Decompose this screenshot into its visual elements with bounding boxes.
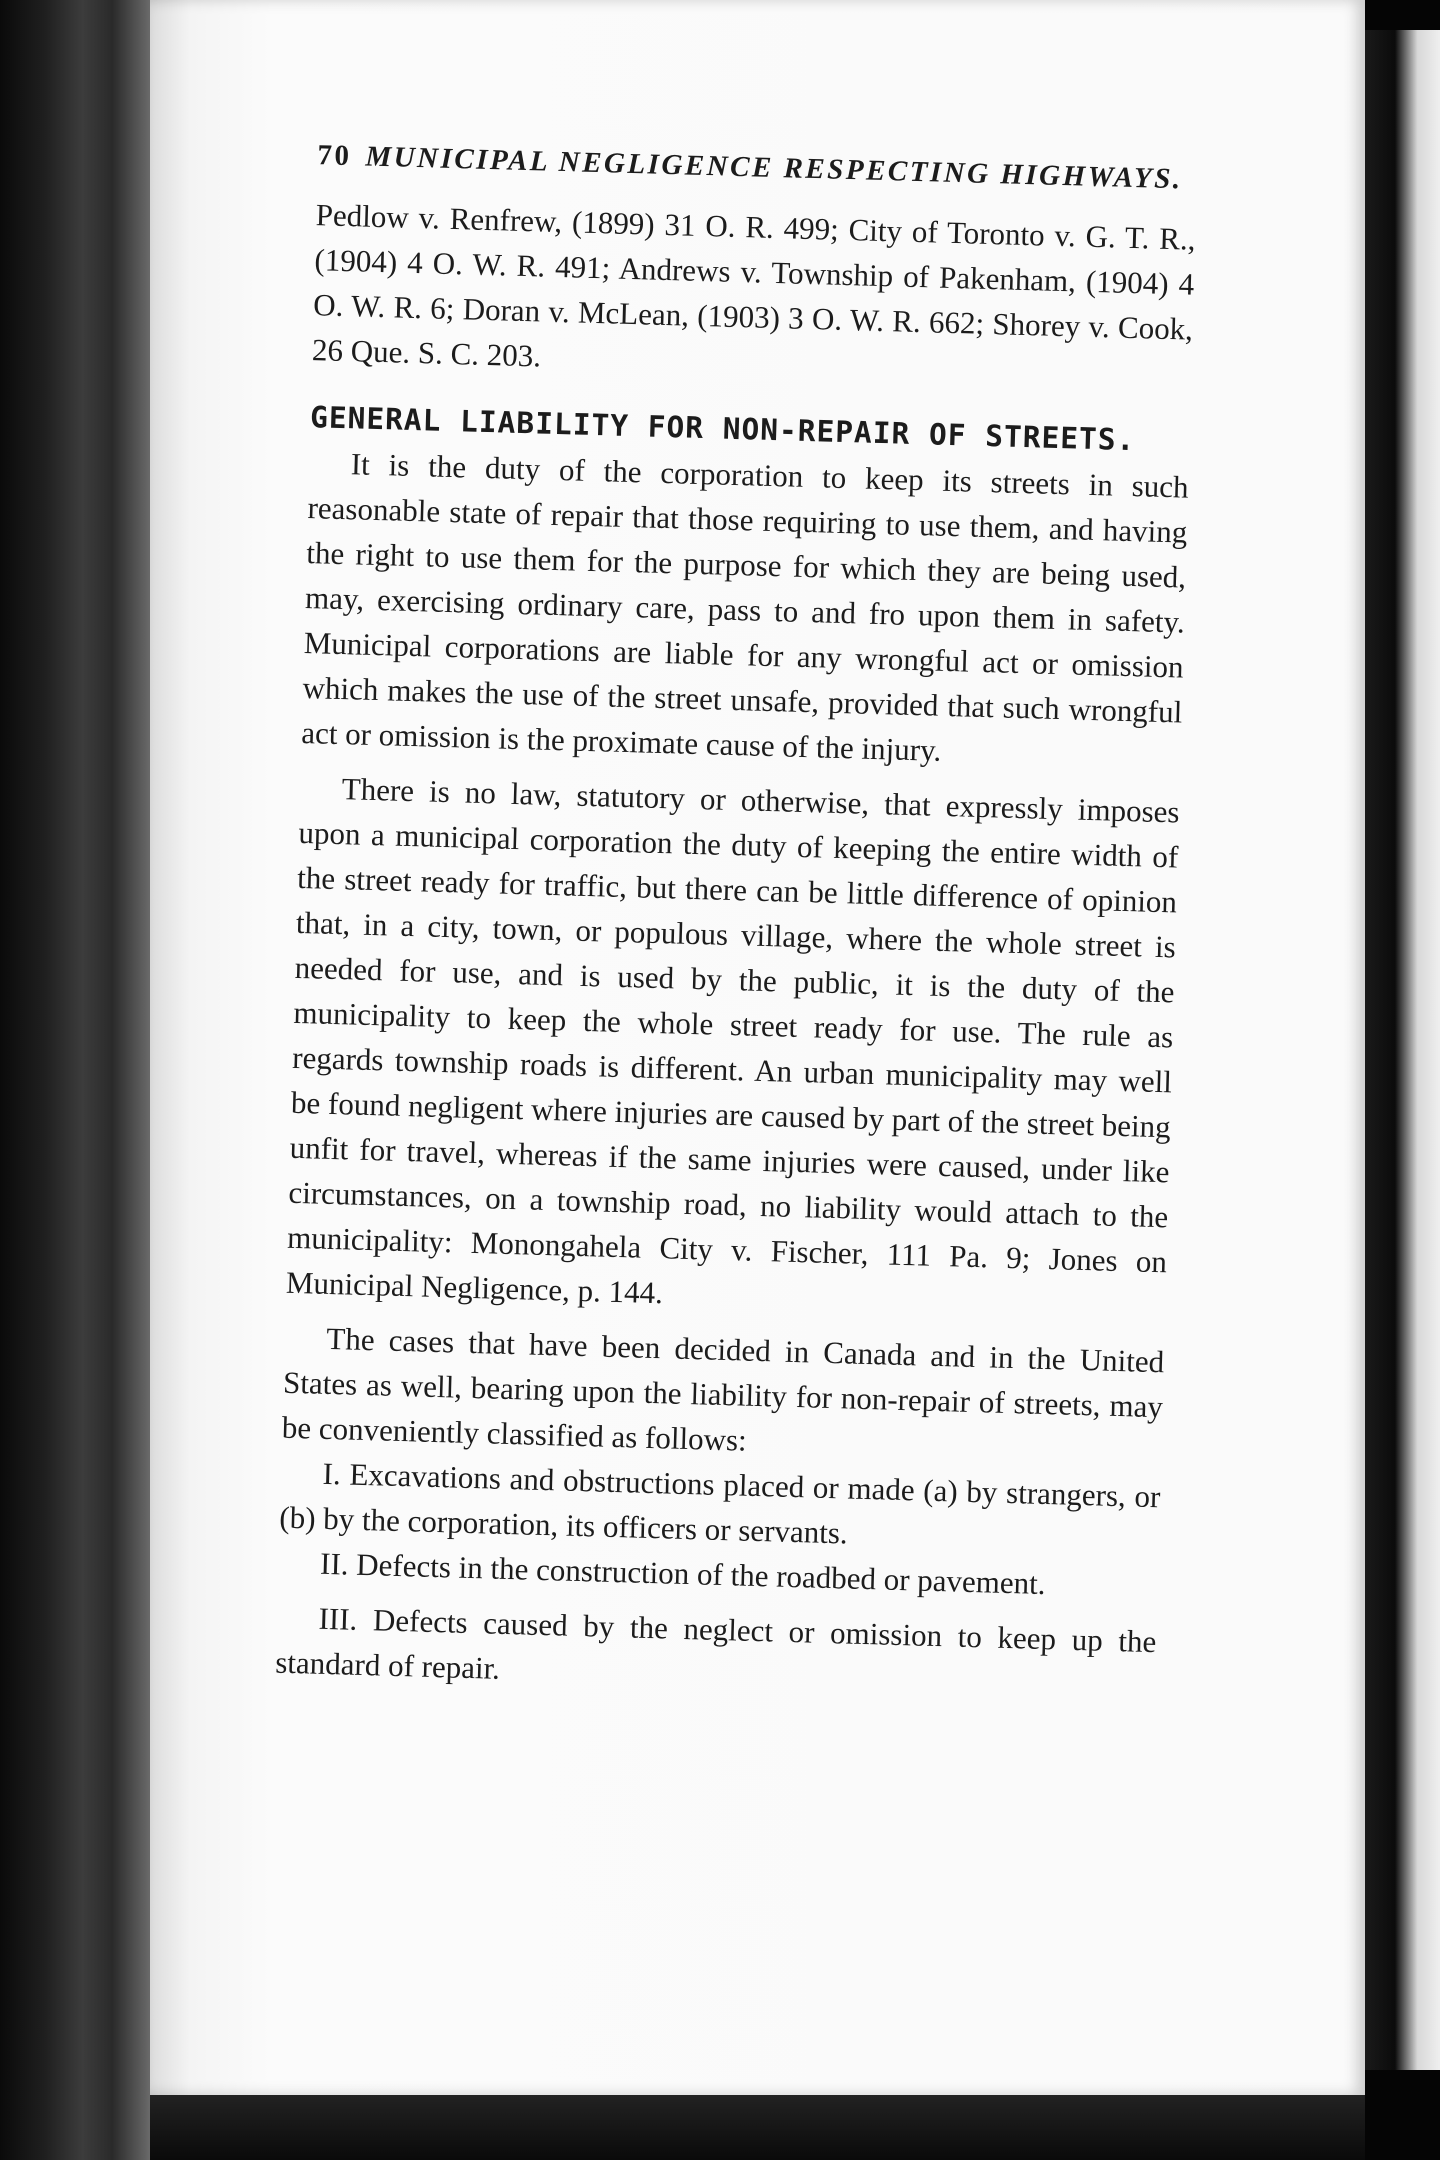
paragraph-cases: The cases that have been decided in Canada and in the United States as well, bearing upon the liability for non-repair of streets, may be conveniently classified as follows: xyxy=(281,1320,1165,1458)
paragraph-width: There is no law, statutory or otherwise, that expressly imposes upon a municipal corporation the duty of keeping the entire width of the street ready for traffic, but there can be little difference of opinion that, in a city, town, or populous village, where the whole street is needed for use, and is used by the public, it is the duty of the municipality to keep the whole street ready for use. The rule as regards township roads is different. An urban municipality may well be found negligent where injuries are caused by part of the street being unfit for travel, whereas if the same injuries were caused, under like circumstances, on a township road, no liability would attach to the municipality: Monongahela City v. Fischer, 111 Pa. 9; Jones on Municipal Negligence, p. 144. xyxy=(285,771,1180,1311)
running-head-title: MUNICIPAL NEGLIGENCE RESPECTING HIGHWAYS. xyxy=(365,140,1184,196)
classification-item-3: III. Defects caused by the neglect or omission to keep up the standard of repair. xyxy=(274,1600,1157,1686)
page-content xyxy=(125,135,1198,1709)
bottom-shadow xyxy=(150,2095,1365,2160)
book-spine-shadow xyxy=(0,0,150,2160)
facing-page-edge xyxy=(1365,30,1440,2070)
citation-paragraph: Pedlow v. Renfrew, (1899) 31 O. R. 499; City of Toronto v. G. T. R., (1904) 4 O. W. R. 491; Andrews v. Township of Pakenham, (1904) 4 O. W. R. 6; Doran v. McLean, (1903) 3 O. W. R. 662; Shorey v. Cook, 26 Que. S. C. 203. xyxy=(311,197,1196,374)
page-number: 70 xyxy=(317,139,352,173)
section-heading: GENERAL LIABILITY FOR NON-REPAIR OF STREETS. xyxy=(309,400,1136,458)
classification-item-1: I. Excavations and obstructions placed or made (a) by strangers, or (b) by the corporation, its officers or servants. xyxy=(278,1455,1161,1551)
classification-item-2: II. Defects in the construction of the roadbed or pavement. xyxy=(319,1545,1047,1602)
paragraph-duty: It is the duty of the corporation to keep its streets in such reasonable state of repair that those requiring to use them, and having the right to use them for the purpose for which they are being used, may, exercising ordinary care, pass to and fro upon them in safety. Municipal corporations are liable for any wrongful act or omission which makes the use of the street unsafe, provided that such wrongful act or omission is the proximate cause of the injury. xyxy=(300,446,1190,768)
